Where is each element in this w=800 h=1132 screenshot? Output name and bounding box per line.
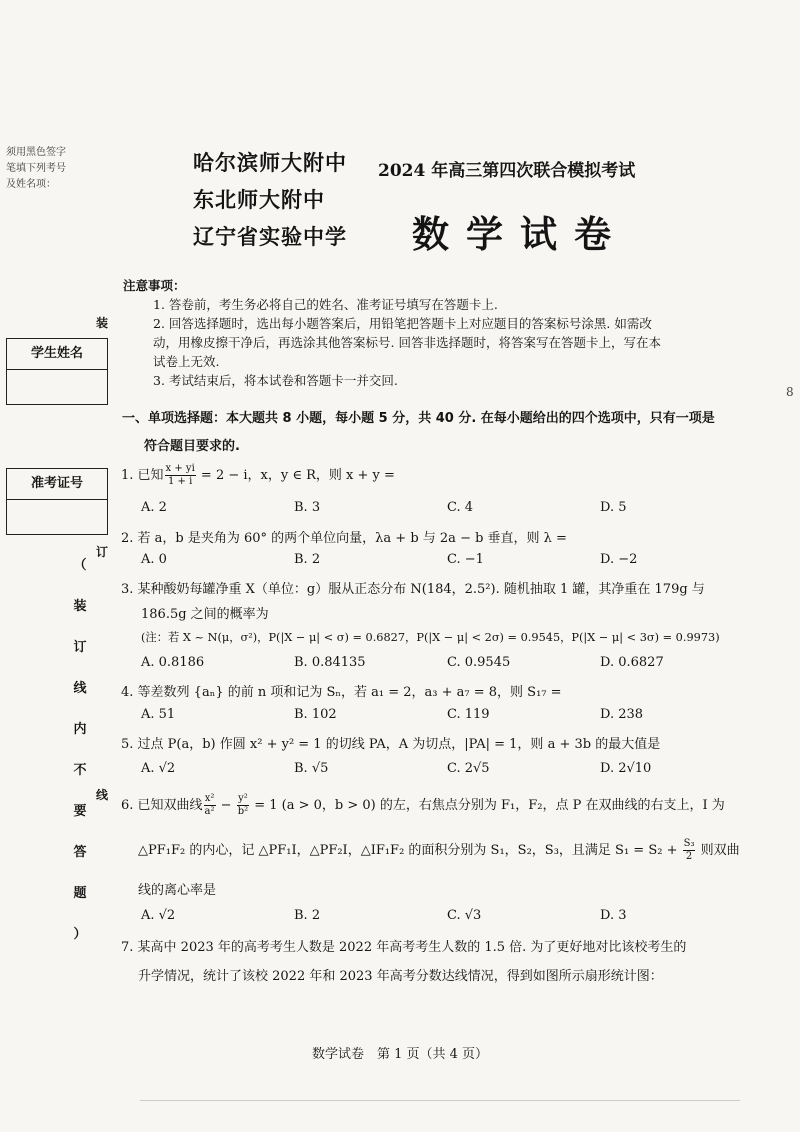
school-name: 东北师大附中	[193, 188, 325, 212]
binding-line-char: 装	[73, 599, 87, 614]
binding-line-notice	[70, 545, 90, 955]
fraction	[204, 793, 216, 818]
fraction-numerator: S₃	[683, 838, 695, 849]
exam-title: 2024 年高三第四次联合模拟考试	[378, 161, 636, 181]
option-c[interactable]: C. 0.9545	[447, 655, 511, 670]
option-b[interactable]: B. √5	[294, 761, 329, 776]
option-c[interactable]: C. √3	[447, 908, 482, 923]
question-text: = 1 (a > 0，b > 0) 的左，右焦点分别为 F₁，F₂，点 P 在双曲线的右支上，I 为	[250, 798, 725, 813]
binding-line-char: （	[73, 558, 87, 573]
binding-mark-zhuang: 装	[96, 316, 109, 330]
option-a[interactable]: A. √2	[141, 761, 176, 776]
notice-block	[123, 276, 763, 390]
notice-item: 1. 答卷前，考生务必将自己的姓名、准考证号填写在答题卡上.	[153, 297, 498, 312]
option-d[interactable]: D. 0.6827	[600, 655, 664, 670]
question-4-options	[141, 707, 761, 722]
fraction	[165, 463, 196, 488]
section-line: 符合题目要求的.	[144, 439, 240, 454]
binding-line-char: ）	[73, 927, 87, 942]
notice-item-cont: 动，用橡皮擦干净后，再选涂其他答案标号. 回答非选择题时，将答案写在答题卡上，写在本	[153, 335, 661, 350]
question-5-options	[141, 761, 761, 776]
question-3-cont: 186.5g 之间的概率为	[141, 607, 269, 622]
fraction-denominator: 1 + i	[168, 476, 193, 487]
question-3-options	[141, 655, 761, 670]
question-1-options	[141, 500, 761, 515]
option-b[interactable]: B. 2	[294, 908, 321, 923]
binding-line-char: 不	[73, 763, 87, 778]
binding-mark-ding: 订	[96, 545, 109, 559]
fraction	[237, 793, 249, 818]
binding-line-char: 内	[73, 722, 87, 737]
school-name: 辽宁省实验中学	[193, 225, 347, 249]
notice-item: 3. 考试结束后，将本试卷和答题卡一并交回.	[153, 373, 398, 388]
binding-line-char: 题	[73, 886, 87, 901]
option-c[interactable]: C. 2√5	[447, 761, 490, 776]
question-7-cont: 升学情况，统计了该校 2022 年和 2023 年高考分数达线情况，得到如图所示扇形统计图：	[138, 969, 663, 984]
option-a[interactable]: A. √2	[141, 908, 176, 923]
operator: −	[216, 798, 236, 813]
question-6	[121, 793, 761, 818]
side-instruction: 须用黑色签字 笔填下列考号 及姓名项：	[6, 147, 66, 190]
binding-mark-xian: 线	[96, 788, 109, 802]
notice-item: 2. 回答选择题时，选出每小题答案后，用铅笔把答题卡上对应题目的答案标号涂黑. 如需改	[153, 316, 652, 331]
binding-line-char: 要	[73, 804, 87, 819]
question-6-cont: 线的离心率是	[138, 883, 217, 898]
question-6-options	[141, 908, 761, 923]
fraction-denominator: a²	[204, 806, 215, 817]
fraction-denominator: 2	[685, 851, 693, 862]
question-text: △PF₁F₂ 的内心，记 △PF₁I，△PF₂I，△IF₁F₂ 的面积分别为 S₁，S₂，S₃，且满足 S₁ = S₂ +	[138, 843, 682, 858]
question-5: 5. 过点 P(a，b) 作圆 x² + y² = 1 的切线 PA，A 为切点，|PA| = 1，则 a + 3b 的最大值是	[121, 737, 661, 752]
option-c[interactable]: C. 4	[447, 500, 474, 515]
option-b[interactable]: B. 3	[294, 500, 321, 515]
question-3: 3. 某种酸奶每罐净重 X（单位：g）服从正态分布 N(184，2.5²). 随机抽取 1 罐，其净重在 179g 与	[121, 582, 705, 597]
option-c[interactable]: C. 119	[447, 707, 490, 722]
fraction-numerator: x²	[204, 793, 215, 804]
fraction-numerator: y²	[238, 793, 248, 804]
notice-heading: 注意事项：	[123, 278, 186, 293]
option-b[interactable]: B. 0.84135	[294, 655, 366, 670]
page-footer: 数学试卷 第 1 页（共 4 页）	[311, 1047, 489, 1062]
option-d[interactable]: D. 3	[600, 908, 627, 923]
binding-line-char: 线	[73, 681, 87, 696]
question-3-note: (注：若 X ~ N(μ，σ²)，P(|X − μ| < σ) = 0.6827，P(|X − μ| < 2σ) = 0.9545，P(|X − μ| < 3σ) = 0.9973)	[141, 631, 720, 644]
fraction-denominator: b²	[237, 806, 249, 817]
student-name-field[interactable]	[7, 370, 107, 404]
question-7: 7. 某高中 2023 年的高考考生人数是 2022 年高考考生人数的 1.5 倍. 为了更好地对比该校考生的	[121, 940, 687, 955]
option-d[interactable]: D. 238	[600, 707, 644, 722]
option-a[interactable]: A. 0	[141, 552, 167, 567]
section-line: 一、单项选择题：本大题共 8 小题，每小题 5 分，共 40 分. 在每小题给出的四个选项中，只有一项是	[122, 411, 715, 426]
option-a[interactable]: A. 2	[141, 500, 167, 515]
option-a[interactable]: A. 51	[141, 707, 176, 722]
option-a[interactable]: A. 0.8186	[141, 655, 205, 670]
question-6-cont	[138, 838, 768, 863]
question-1	[121, 463, 761, 488]
edge-mark: 8	[786, 385, 794, 399]
question-text: 6. 已知双曲线	[121, 798, 203, 813]
option-b[interactable]: B. 2	[294, 552, 321, 567]
question-text: 则双曲	[696, 843, 740, 858]
exam-id-label: 准考证号	[7, 469, 107, 500]
question-4: 4. 等差数列 {aₙ} 的前 n 项和记为 Sₙ，若 a₁ = 2，a₃ + a₇ = 8，则 S₁₇ =	[121, 685, 562, 700]
notice-item-cont: 试卷上无效.	[153, 354, 220, 369]
binding-line-char: 订	[73, 640, 87, 655]
student-name-label: 学生姓名	[7, 339, 107, 370]
school-name: 哈尔滨师大附中	[193, 151, 347, 175]
binding-line-char: 答	[73, 845, 87, 860]
question-text: = 2 − i，x，y ∈ R，则 x + y =	[196, 468, 395, 483]
question-2-options	[141, 552, 761, 567]
option-d[interactable]: D. 5	[600, 500, 627, 515]
section-heading	[122, 405, 762, 461]
question-2: 2. 若 a，b 是夹角为 60° 的两个单位向量，λa + b 与 2a − b 垂直，则 λ =	[121, 531, 567, 546]
fraction-numerator: x + yi	[165, 463, 195, 474]
option-b[interactable]: B. 102	[294, 707, 337, 722]
bottom-rule	[140, 1100, 740, 1101]
option-c[interactable]: C. −1	[447, 552, 484, 567]
option-d[interactable]: D. −2	[600, 552, 638, 567]
exam-id-field[interactable]	[7, 500, 107, 534]
student-name-box[interactable]	[6, 338, 108, 405]
fraction	[683, 838, 696, 863]
subject-title: 数学试卷	[412, 213, 628, 256]
exam-id-box[interactable]	[6, 468, 108, 535]
question-text: 1. 已知	[121, 468, 164, 483]
option-d[interactable]: D. 2√10	[600, 761, 652, 776]
